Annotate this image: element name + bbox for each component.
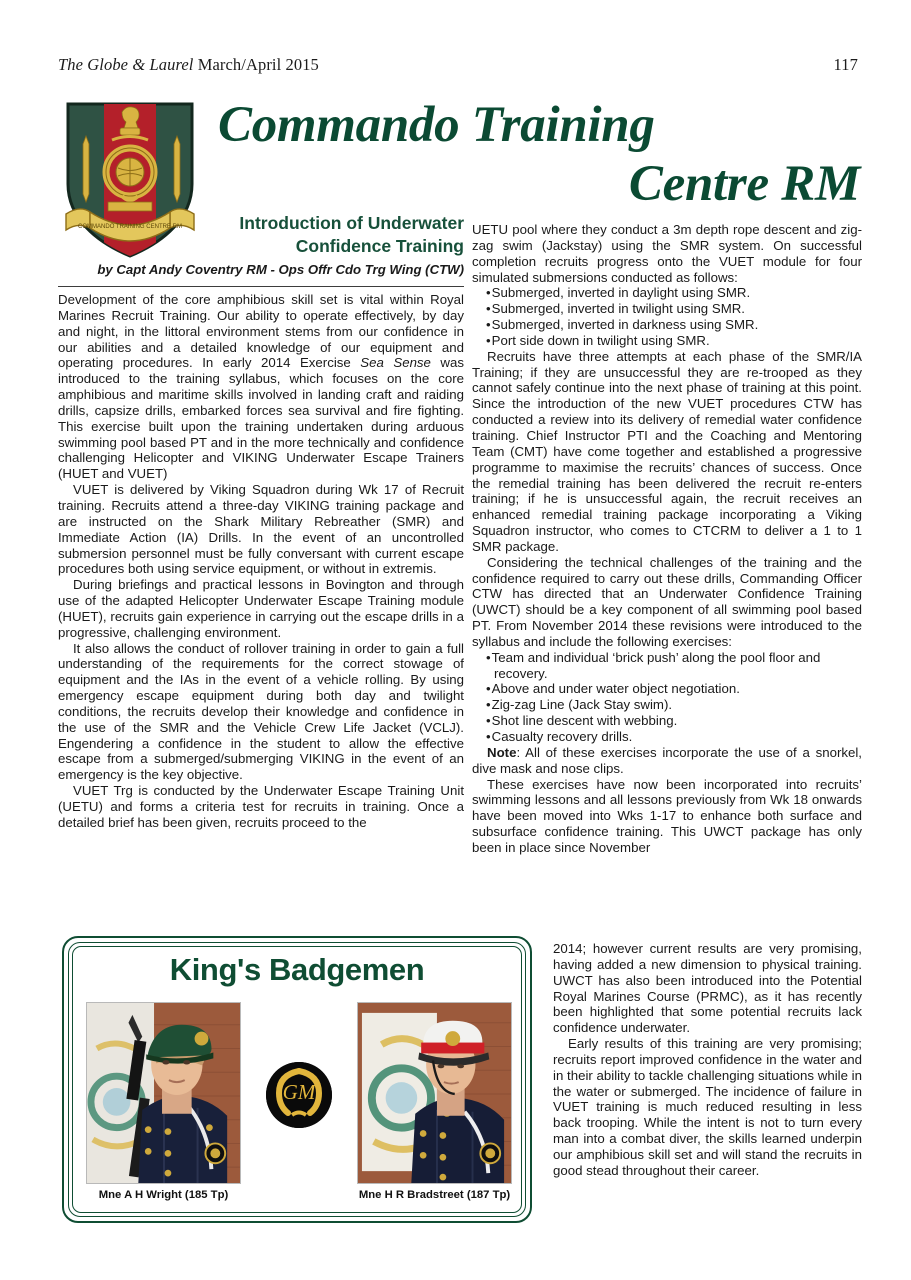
list-item-label: Submerged, inverted in darkness using SMR. — [491, 317, 759, 333]
issue-date: March/April 2015 — [193, 55, 319, 74]
list-item-label: Submerged, inverted in daylight using SMR. — [491, 285, 751, 301]
paragraph-text: It also allows the conduct of rollover training in order to gain a full understanding of the requirements for the correct stowage of equipment and the IAs in the event of a vehicle rolling. By using emergency escape equipment during both day and twilight conditions, the recruits develop their knowledge and confidence in the use of the SMR and the Vehicle Crew Life Jacket (VCLJ). Engendering a confidence in the student to allow the effective escape from a submerged/submerging VIKING in the event of an emergency is the key objective. — [58, 640, 464, 783]
portrait-photo-wright — [86, 1002, 241, 1184]
list-item-label: Zig-zag Line (Jack Stay swim). — [491, 697, 673, 713]
bullet-icon: • — [486, 713, 491, 729]
paragraph — [553, 941, 862, 1036]
bullet-icon: • — [486, 332, 491, 348]
note-label: Note — [487, 744, 517, 760]
list-item-label: Team and individual ‘brick push’ along the pool floor and recovery. — [491, 649, 821, 681]
list-item — [472, 317, 862, 333]
paragraph-text: UETU pool where they conduct a 3m depth rope descent and zig-zag swim (Jackstay) using the SMR system. On successful completion recruits progress onto the VUET module for four simulated submersions conducted as follows: — [472, 222, 862, 285]
list-item — [472, 333, 862, 349]
article-headline-line-2: Confidence Training — [295, 236, 464, 256]
article-headline — [156, 212, 464, 258]
article-byline: by Capt Andy Coventry RM - Ops Offr Cdo Trg Wing (CTW) — [97, 262, 464, 277]
paragraph — [472, 349, 862, 555]
body-column-right-wrapped — [553, 941, 862, 1179]
kings-badgemen-panel — [62, 936, 532, 1223]
page-title-line-1: Commando Training — [218, 97, 655, 153]
paragraph-text: VUET Trg is conducted by the Underwater Escape Training Unit (UETU) and forms a criteria test for recruits in training. Once a detailed brief has been given, recruits proceed to the — [58, 783, 464, 830]
bullet-icon: • — [486, 301, 491, 317]
bullet-icon: • — [486, 317, 491, 333]
running-head — [58, 55, 858, 81]
exercise-name: Sea Sense — [360, 355, 431, 371]
list-item-label: Shot line descent with webbing. — [491, 713, 678, 729]
paragraph — [553, 1036, 862, 1179]
list-item-label: Above and under water object negotiation. — [491, 681, 740, 697]
note-text: : All of these exercises incorporate the use of a snorkel, dive mask and nose clips. — [472, 744, 862, 776]
list-item — [472, 650, 862, 682]
photo-caption: Mne A H Wright (185 Tp) — [98, 1189, 229, 1201]
list-item-label: Casualty recovery drills. — [491, 729, 633, 744]
bullet-icon: • — [486, 649, 491, 665]
paragraph — [472, 777, 862, 856]
kings-badge-icon — [266, 1062, 332, 1128]
list-item — [472, 681, 862, 697]
list-item-label: Submerged, inverted in twilight using SMR. — [491, 301, 745, 317]
paragraph-text: Considering the technical challenges of the training and the confidence required to carry out these drills, Commanding Officer CTW has directed that an Underwater Confidence Training (UWCT) should be a key component of all swimming pool based PT. From November 2014 these revisions were introduced to the syllabus and include the following exercises: — [472, 554, 862, 649]
paragraph — [58, 292, 464, 482]
body-column-right — [472, 222, 862, 856]
page-title-line-2: Centre RM — [628, 156, 860, 212]
panel-title: King's Badgemen — [169, 952, 425, 987]
list-item — [472, 301, 862, 317]
bullet-icon: • — [486, 681, 491, 697]
paragraph-text: Recruits have three attempts at each phase of the SMR/IA Training; if they are unsuccessful they are re-trooped as they cannot safely continue into the next phase of training at this point. Since the introduction of the new VUET procedures CTW has conducted a review into its delivery of remedial water confidence training. Chief Instructor PTI and the Coaching and Mentoring Team (CMT) have come together and established a progressive programme to maximise the recruits’ chances of success. Once the remedial training has been delivered the recruit re-enters training; if he is unsuccessful again, the recruit receives an enhanced remedial training package incorporating a Viking Squadron instructor, who comes to CTCRM to deliver a 1 to 1 SMR package. — [472, 348, 862, 554]
paragraph — [58, 577, 464, 640]
list-item — [472, 285, 862, 301]
paragraph — [58, 783, 464, 831]
bullet-icon: • — [486, 285, 491, 301]
paragraph-text: Early results of this training are very promising; recruits report improved confidence in the water and in their ability to tackle challenging situations while in the water or submerged. The incidence of failure in VUET training is much reduced resulting in less back trooping. While the intent is not to turn every man into a combat diver, the skills learned underpin our amphibious skill set and will stand the recruits in good stead throughout their career. — [553, 1036, 862, 1178]
paragraph-text: VUET is delivered by Viking Squadron during Wk 17 of Recruit training. Recruits attend a three-day VIKING training package and are instructed on the Shark Military Rebreather (SMR) and Immediate Action (IA) Drills. In the event of an uncontrolled submersion personnel must be fully conversant with current escape procedures both using service equipment, or without in extremis. — [58, 482, 464, 577]
portrait-photo-bradstreet — [357, 1002, 512, 1184]
note-paragraph — [472, 745, 862, 777]
paragraph — [472, 555, 862, 650]
paragraph-text: Development of the core amphibious skill set is vital within Royal Marines Recruit Training. Our ability to operate effectively, by day and night, in the littoral environment stems from our confidence in our abilities and a detailed knowledge of our equipment and operating procedures. In early 2014 Exercise Sea Sense was introduced to the training syllabus, which focuses on the core amphibious and maritime skills involved in landing craft and raiding drills, capsize drills, embarked forces sea survival and fire fighting. This exercise built upon the training undertaken during arduous swimming pool based PT and in the more technically and confidence challenging Helicopter and VIKING Underwater Escape Trainers (HUET and VUET) — [58, 292, 464, 482]
paragraph-text: These exercises have now been incorporated into recruits’ swimming lessons and all lessons previously from Wk 18 onwards have been moved into Wks 1-17 to enhance both surface and subsurface confidence training. This UWCT package has only been in place since November — [472, 776, 862, 855]
list-item — [472, 713, 862, 729]
paragraph-text: During briefings and practical lessons in Bovington and through use of the adapted Helicopter Underwater Escape Training module (HUET), recruits gain experience in carrying out the escape drills in a progressive, challenging environment. — [58, 577, 464, 640]
svg-text:COMMANDO TRAINING CENTRE RM: COMMANDO TRAINING CENTRE RM — [78, 224, 182, 230]
list-item-label: Port side down in twilight using SMR. — [491, 332, 710, 348]
list-item — [472, 729, 862, 745]
list-item — [472, 697, 862, 713]
body-column-left — [58, 292, 464, 831]
bullet-icon: • — [486, 697, 491, 713]
bullet-icon: • — [486, 729, 491, 744]
photo-caption: Mne H R Bradstreet (187 Tp) — [358, 1189, 511, 1201]
magazine-name: The Globe & Laurel — [58, 55, 194, 74]
page-title — [200, 96, 860, 214]
page-number: 117 — [833, 55, 858, 74]
paragraph — [58, 641, 464, 784]
headline-divider — [58, 286, 464, 287]
article-headline-line-1: Introduction of Underwater — [239, 213, 464, 233]
paragraph-text: 2014; however current results are very promising, having added a new dimension to physical training. UWCT has also been introduced into the Potential Royal Marines Course (PRMC), as it has recently been highlighted that some potential recruits lack confidence underwater. — [553, 941, 862, 1036]
paragraph — [472, 222, 862, 285]
paragraph — [58, 482, 464, 577]
svg-text:GM: GM — [282, 1080, 316, 1104]
